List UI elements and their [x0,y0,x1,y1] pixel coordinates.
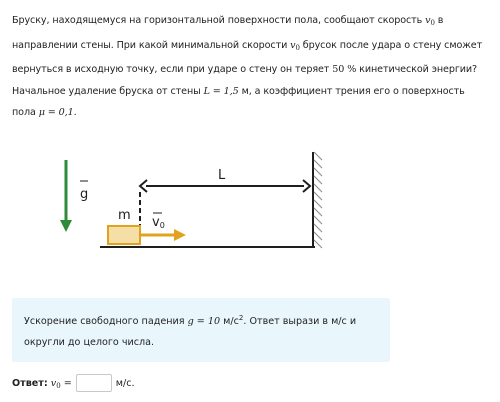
distance-label: L [218,168,226,183]
distance-arrow-left-head [140,180,147,192]
mass-label: m [118,208,131,223]
physics-figure [0,140,500,280]
gravity-label: g [80,187,89,202]
gravity-arrow-head [60,220,72,232]
answer-input[interactable] [76,374,112,392]
percent-value: 50 % [332,64,357,76]
g-expression: g = 10 [187,316,221,327]
v0-symbol: $v_0$ [425,15,435,27]
hint-box [12,298,390,362]
distance-arrow-right-head [303,180,310,192]
answer-variable: $v_0$ [50,378,61,390]
wall-hatching [314,152,322,248]
hint-text: Ускорение свободного падения g = 10 $м/с^2$. Ответ вырази в м/с и округли до целого числа. [24,314,357,348]
velocity-label: v0 [152,215,165,230]
friction-expression: μ = 0,1. [38,107,77,119]
answer-row: Ответ: $v_0 = м/с$. [12,374,135,394]
distance-expression: L = 1,5 [203,85,239,97]
velocity-arrow-head [174,229,186,241]
block [108,226,140,244]
answer-label: Ответ: [12,378,48,389]
answer-unit: м/с. [115,378,135,389]
problem-text: Бруску, находящемуся на горизонтальной поверхности пола, сообщают скорость $v_0$ в направлении стены. При какой минимальной скорости $v_0$ брусок после удара о стену сможет вернуться в исходную точку, если при ударе о стену он теряет 50 % кинетической энергии? Начальное удаление бруска от стены L = 1,5 м, а коэффициент трения его о поверхность пола μ = 0,1. [12,15,483,119]
